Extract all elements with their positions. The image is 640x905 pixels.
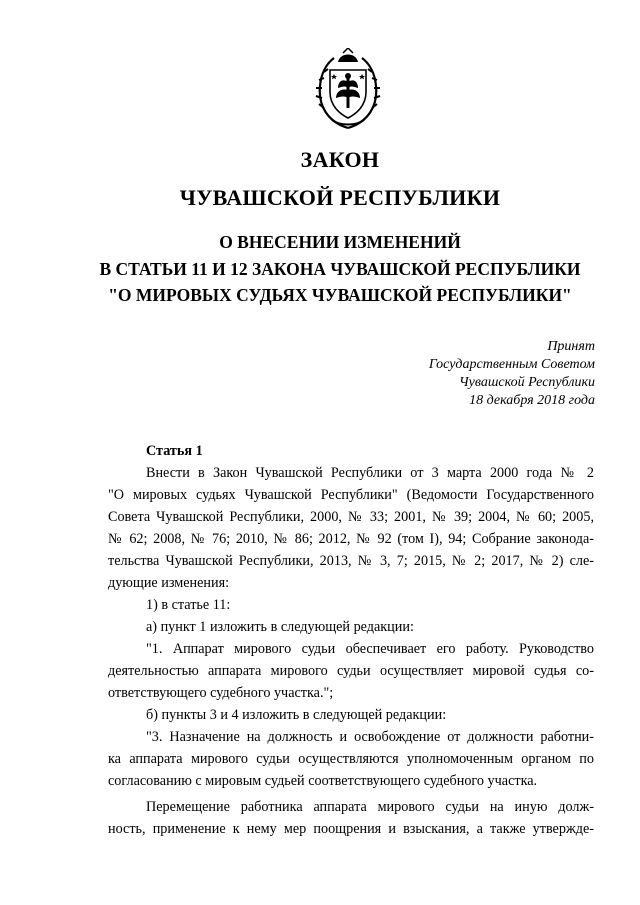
adoption-note — [429, 338, 595, 410]
text-line: деятельностью аппарата мирового судьи осуществляет мировой судья со- — [108, 663, 594, 679]
text-line: Совета Чувашской Республики, 2000, № 33; 2001, № 39; 2004, № 60; 2005, — [108, 509, 594, 525]
article-heading: Статья 1 — [146, 443, 203, 459]
text-line: а) пункт 1 изложить в следующей редакции: — [146, 619, 414, 635]
text-line: б) пункты 3 и 4 изложить в следующей редакции: — [146, 707, 447, 723]
text-line: ность, применение к нему мер поощрения и взыскания, а также утвержде- — [108, 821, 594, 837]
text-line: "3. Назначение на должность и освобождение от должности работни- — [146, 729, 594, 745]
text-line: "1. Аппарат мирового судьи обеспечивает его работу. Руководство — [146, 641, 594, 657]
law-title: ЗАКОН — [300, 147, 380, 172]
adoption-region: Чувашской Республики — [459, 375, 595, 390]
text-line: Перемещение работника аппарата мирового судьи на иную долж- — [146, 799, 594, 815]
text-line: № 62; 2008, № 76; 2010, № 86; 2012, № 92 (том I), 94; Собрание законода- — [108, 531, 594, 547]
text-line: "О мировых судьях Чувашской Республики" (Ведомости Государственного — [108, 487, 594, 503]
law-subject-line-2: В СТАТЬИ 11 И 12 ЗАКОНА ЧУВАШСКОЙ РЕСПУБЛИКИ — [99, 259, 581, 279]
article-body — [108, 440, 594, 840]
adoption-label: Принят — [547, 339, 595, 354]
text-line: тельства Чувашской Республики, 2013, № 3, 7; 2015, № 2; 2017, № 2) сле- — [108, 553, 594, 569]
text-line: ответствующего судебного участка."; — [108, 685, 334, 701]
adoption-date: 18 декабря 2018 года — [469, 393, 595, 408]
text-line: 1) в статье 11: — [146, 597, 231, 613]
chuvash-republic-emblem-icon — [314, 48, 382, 130]
text-line: Внести в Закон Чувашской Республики от 3 марта 2000 года № 2 — [146, 465, 594, 481]
adoption-body: Государственным Советом — [428, 357, 595, 372]
text-line: ка аппарата мирового судьи осуществляются уполномоченным органом по — [108, 751, 594, 767]
text-line: дующие изменения: — [108, 575, 230, 591]
law-region-title: ЧУВАШСКОЙ РЕСПУБЛИКИ — [179, 185, 501, 210]
law-subject-line-3: "О МИРОВЫХ СУДЬЯХ ЧУВАШСКОЙ РЕСПУБЛИКИ" — [108, 285, 572, 305]
text-line: согласованию с мировым судьей соответствующего судебного участка. — [108, 773, 538, 789]
law-subject-line-1: О ВНЕСЕНИИ ИЗМЕНЕНИЙ — [219, 232, 461, 252]
